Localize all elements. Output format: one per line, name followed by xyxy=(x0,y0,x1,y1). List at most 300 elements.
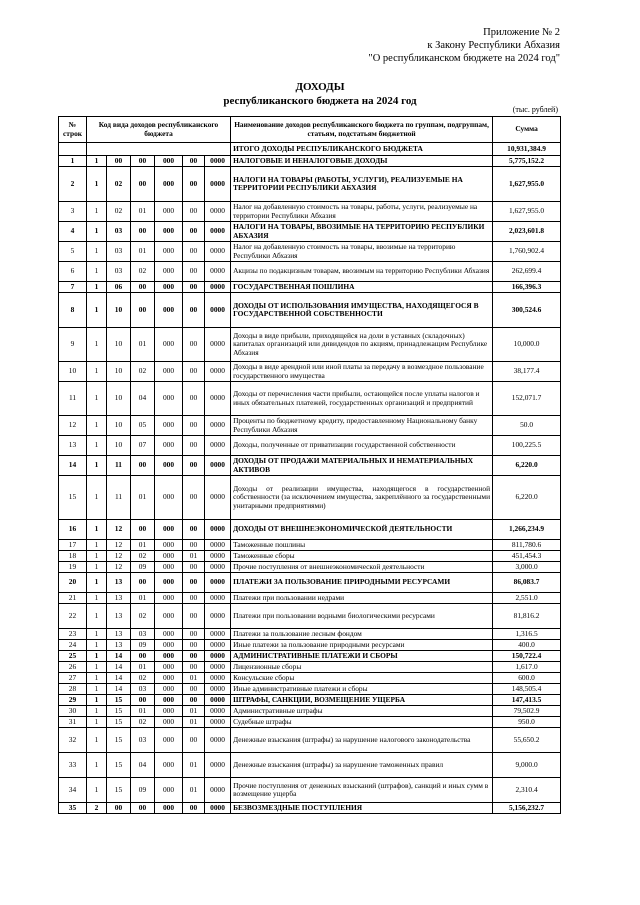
revenue-sum: 2,310.4 xyxy=(493,778,561,803)
table-header-row xyxy=(59,117,561,143)
code-part-2: 13 xyxy=(107,593,131,604)
code-part-4: 000 xyxy=(155,803,183,814)
code-part-6: 0000 xyxy=(205,328,231,362)
code-part-5: 00 xyxy=(183,629,205,640)
code-part-2: 14 xyxy=(107,651,131,662)
code-part-6: 0000 xyxy=(205,640,231,651)
revenue-name: Денежные взыскания (штрафы) за нарушение налогового законодательства xyxy=(231,728,493,753)
code-part-3: 00 xyxy=(131,456,155,476)
code-part-6: 0000 xyxy=(205,695,231,706)
code-part-2: 12 xyxy=(107,551,131,562)
revenue-sum: 9,000.0 xyxy=(493,753,561,778)
row-number: 21 xyxy=(59,593,87,604)
row-number: 7 xyxy=(59,282,87,293)
code-part-5: 00 xyxy=(183,662,205,673)
code-part-4: 000 xyxy=(155,540,183,551)
revenue-sum: 2,023,601.8 xyxy=(493,222,561,242)
code-part-1: 1 xyxy=(87,717,107,728)
code-part-6: 0000 xyxy=(205,551,231,562)
code-part-2: 10 xyxy=(107,328,131,362)
revenue-sum: 38,177.4 xyxy=(493,362,561,382)
revenue-name: Налог на добавленную стоимость на товары, ввозимые на территорию Республики Абхазия xyxy=(231,242,493,262)
code-part-5: 01 xyxy=(183,706,205,717)
code-part-3: 00 xyxy=(131,651,155,662)
row-number: 6 xyxy=(59,262,87,282)
code-part-3: 03 xyxy=(131,728,155,753)
revenue-name: Доходы от перечисления части прибыли, остающейся после уплаты налогов и иных обязательных платежей, государственных организаций и предприятий xyxy=(231,382,493,416)
code-part-4: 000 xyxy=(155,262,183,282)
code-part-4: 000 xyxy=(155,456,183,476)
code-part-3: 01 xyxy=(131,706,155,717)
code-part-3: 00 xyxy=(131,695,155,706)
code-part-4: 000 xyxy=(155,778,183,803)
revenue-sum: 147,413.5 xyxy=(493,695,561,706)
code-part-4: 000 xyxy=(155,604,183,629)
code-part-3: 03 xyxy=(131,629,155,640)
code-part-4: 000 xyxy=(155,282,183,293)
code-part-6: 0000 xyxy=(205,416,231,436)
code-part-4: 000 xyxy=(155,436,183,456)
code-part-4: 000 xyxy=(155,706,183,717)
code-part-3: 01 xyxy=(131,662,155,673)
table-row xyxy=(59,728,561,753)
code-part-2: 03 xyxy=(107,242,131,262)
appendix-line-2: к Закону Республики Абхазия xyxy=(427,40,560,51)
table-row xyxy=(59,382,561,416)
code-part-6: 0000 xyxy=(205,778,231,803)
row-number: 28 xyxy=(59,684,87,695)
code-part-4: 000 xyxy=(155,695,183,706)
row-number: 33 xyxy=(59,753,87,778)
code-part-5: 01 xyxy=(183,753,205,778)
row-number: 27 xyxy=(59,673,87,684)
table-row xyxy=(59,362,561,382)
code-part-4: 000 xyxy=(155,684,183,695)
code-part-2: 10 xyxy=(107,362,131,382)
code-part-1: 1 xyxy=(87,604,107,629)
revenue-name: Платежи при пользовании недрами xyxy=(231,593,493,604)
code-part-6: 0000 xyxy=(205,282,231,293)
code-part-6: 0000 xyxy=(205,753,231,778)
code-part-4: 000 xyxy=(155,293,183,328)
table-row xyxy=(59,593,561,604)
revenue-name: БЕЗВОЗМЕЗДНЫЕ ПОСТУПЛЕНИЯ xyxy=(231,803,493,814)
row-number: 16 xyxy=(59,520,87,540)
revenue-sum: 6,220.0 xyxy=(493,456,561,476)
revenue-sum: 166,396.3 xyxy=(493,282,561,293)
code-part-2: 03 xyxy=(107,262,131,282)
code-part-6: 0000 xyxy=(205,456,231,476)
code-part-6: 0000 xyxy=(205,436,231,456)
code-part-5: 01 xyxy=(183,717,205,728)
code-part-6: 0000 xyxy=(205,593,231,604)
code-part-2: 15 xyxy=(107,753,131,778)
document-title xyxy=(0,80,640,108)
table-row xyxy=(59,573,561,593)
code-part-2: 12 xyxy=(107,540,131,551)
code-part-5: 00 xyxy=(183,803,205,814)
revenue-name: НАЛОГОВЫЕ И НЕНАЛОГОВЫЕ ДОХОДЫ xyxy=(231,156,493,167)
code-part-2: 02 xyxy=(107,202,131,222)
code-part-5: 01 xyxy=(183,673,205,684)
row-number: 20 xyxy=(59,573,87,593)
table-row xyxy=(59,262,561,282)
code-part-3: 02 xyxy=(131,673,155,684)
row-number: 2 xyxy=(59,167,87,202)
code-part-1: 1 xyxy=(87,293,107,328)
table-row xyxy=(59,803,561,814)
code-part-6: 0000 xyxy=(205,520,231,540)
code-part-1: 1 xyxy=(87,282,107,293)
revenue-name: Налог на добавленную стоимость на товары, работы, услуги, реализуемые на территории Республики Абхазия xyxy=(231,202,493,222)
code-part-5: 00 xyxy=(183,604,205,629)
code-part-6: 0000 xyxy=(205,604,231,629)
code-part-5: 00 xyxy=(183,362,205,382)
revenue-name: НАЛОГИ НА ТОВАРЫ (РАБОТЫ, УСЛУГИ), РЕАЛИЗУЕМЫЕ НА ТЕРРИТОРИИ РЕСПУБЛИКИ АБХАЗИЯ xyxy=(231,167,493,202)
code-part-3: 02 xyxy=(131,362,155,382)
code-part-3: 01 xyxy=(131,202,155,222)
table-row xyxy=(59,167,561,202)
code-part-3: 02 xyxy=(131,604,155,629)
code-part-6: 0000 xyxy=(205,202,231,222)
header-sum: Сумма xyxy=(493,117,561,143)
code-part-6: 0000 xyxy=(205,684,231,695)
code-part-1: 1 xyxy=(87,328,107,362)
row-number: 17 xyxy=(59,540,87,551)
code-part-6: 0000 xyxy=(205,156,231,167)
code-part-3: 00 xyxy=(131,282,155,293)
table-row xyxy=(59,562,561,573)
row-number: 24 xyxy=(59,640,87,651)
row-number: 14 xyxy=(59,456,87,476)
code-part-3: 00 xyxy=(131,156,155,167)
revenue-name: Проценты по бюджетному кредиту, предоставленному Национальному банку Республики Абхазия xyxy=(231,416,493,436)
code-part-4: 000 xyxy=(155,202,183,222)
revenue-name: ПЛАТЕЖИ ЗА ПОЛЬЗОВАНИЕ ПРИРОДНЫМИ РЕСУРСАМИ xyxy=(231,573,493,593)
table-row xyxy=(59,662,561,673)
code-part-2: 15 xyxy=(107,695,131,706)
table-row xyxy=(59,778,561,803)
revenue-sum: 3,000.0 xyxy=(493,562,561,573)
code-part-1: 1 xyxy=(87,673,107,684)
total-name: ИТОГО ДОХОДЫ РЕСПУБЛИКАНСКОГО БЮДЖЕТА xyxy=(231,143,493,156)
revenue-sum: 811,780.6 xyxy=(493,540,561,551)
table-row xyxy=(59,156,561,167)
budget-table xyxy=(58,116,561,814)
code-part-5: 00 xyxy=(183,293,205,328)
revenue-sum: 79,502.9 xyxy=(493,706,561,717)
table-row xyxy=(59,242,561,262)
code-part-6: 0000 xyxy=(205,629,231,640)
row-number: 34 xyxy=(59,778,87,803)
code-part-6: 0000 xyxy=(205,728,231,753)
code-part-3: 00 xyxy=(131,520,155,540)
row-number: 9 xyxy=(59,328,87,362)
revenue-sum: 152,071.7 xyxy=(493,382,561,416)
code-part-2: 15 xyxy=(107,778,131,803)
code-part-6: 0000 xyxy=(205,573,231,593)
code-part-6: 0000 xyxy=(205,167,231,202)
code-part-6: 0000 xyxy=(205,362,231,382)
code-part-1: 1 xyxy=(87,382,107,416)
code-part-5: 00 xyxy=(183,382,205,416)
code-part-5: 00 xyxy=(183,436,205,456)
revenue-name: Акцизы по подакцизным товарам, ввозимым на территорию Республики Абхазия xyxy=(231,262,493,282)
title-line-1: ДОХОДЫ xyxy=(295,81,345,93)
code-part-6: 0000 xyxy=(205,662,231,673)
code-part-5: 00 xyxy=(183,695,205,706)
revenue-sum: 451,454.3 xyxy=(493,551,561,562)
table-row xyxy=(59,540,561,551)
row-number: 26 xyxy=(59,662,87,673)
title-line-2: республиканского бюджета на 2024 год xyxy=(223,95,417,107)
code-part-1: 1 xyxy=(87,476,107,520)
row-number: 15 xyxy=(59,476,87,520)
code-part-4: 000 xyxy=(155,242,183,262)
appendix-header xyxy=(368,26,560,65)
revenue-sum: 1,627,955.0 xyxy=(493,202,561,222)
code-part-1: 1 xyxy=(87,202,107,222)
row-number: 19 xyxy=(59,562,87,573)
code-part-6: 0000 xyxy=(205,222,231,242)
code-part-6: 0000 xyxy=(205,562,231,573)
code-part-5: 00 xyxy=(183,573,205,593)
code-part-5: 00 xyxy=(183,242,205,262)
revenue-name: Доходы от реализации имущества, находящегося в государственной собственности (за исключением имущества, закреплённого за государственными унитарными предприятиями) xyxy=(231,476,493,520)
code-part-4: 000 xyxy=(155,222,183,242)
code-part-1: 1 xyxy=(87,640,107,651)
code-part-4: 000 xyxy=(155,651,183,662)
code-part-4: 000 xyxy=(155,717,183,728)
code-part-1: 1 xyxy=(87,695,107,706)
code-part-4: 000 xyxy=(155,728,183,753)
code-part-3: 02 xyxy=(131,717,155,728)
revenue-sum: 262,699.4 xyxy=(493,262,561,282)
row-number: 3 xyxy=(59,202,87,222)
code-part-4: 000 xyxy=(155,593,183,604)
units-label: (тыс. рублей) xyxy=(512,105,558,114)
revenue-name: ДОХОДЫ ОТ ИСПОЛЬЗОВАНИЯ ИМУЩЕСТВА, НАХОДЯЩЕГОСЯ В ГОСУДАРСТВЕННОЙ СОБСТВЕННОСТИ xyxy=(231,293,493,328)
code-part-1: 1 xyxy=(87,222,107,242)
code-part-4: 000 xyxy=(155,156,183,167)
code-part-2: 02 xyxy=(107,167,131,202)
row-number: 23 xyxy=(59,629,87,640)
code-part-1: 1 xyxy=(87,456,107,476)
row-number: 8 xyxy=(59,293,87,328)
code-part-1: 1 xyxy=(87,573,107,593)
revenue-name: ГОСУДАРСТВЕННАЯ ПОШЛИНА xyxy=(231,282,493,293)
code-part-1: 1 xyxy=(87,706,107,717)
table-row xyxy=(59,673,561,684)
code-part-2: 10 xyxy=(107,436,131,456)
code-part-2: 15 xyxy=(107,706,131,717)
code-part-2: 12 xyxy=(107,562,131,573)
revenue-sum: 100,225.5 xyxy=(493,436,561,456)
code-part-1: 1 xyxy=(87,551,107,562)
code-part-2: 11 xyxy=(107,456,131,476)
code-part-6: 0000 xyxy=(205,382,231,416)
table-row xyxy=(59,328,561,362)
revenue-sum: 150,722.4 xyxy=(493,651,561,662)
code-part-6: 0000 xyxy=(205,262,231,282)
total-row xyxy=(59,143,561,156)
revenue-name: Денежные взыскания (штрафы) за нарушение таможенных правил xyxy=(231,753,493,778)
table-row xyxy=(59,629,561,640)
code-part-5: 00 xyxy=(183,456,205,476)
code-part-1: 1 xyxy=(87,362,107,382)
table-row xyxy=(59,222,561,242)
code-part-3: 04 xyxy=(131,753,155,778)
revenue-sum: 6,220.0 xyxy=(493,476,561,520)
code-part-3: 09 xyxy=(131,778,155,803)
row-number: 12 xyxy=(59,416,87,436)
code-part-2: 10 xyxy=(107,382,131,416)
code-part-5: 00 xyxy=(183,167,205,202)
revenue-sum: 55,650.2 xyxy=(493,728,561,753)
table-row xyxy=(59,202,561,222)
table-row xyxy=(59,293,561,328)
revenue-name: Доходы, полученные от приватизации государственной собственности xyxy=(231,436,493,456)
code-part-5: 00 xyxy=(183,222,205,242)
revenue-name: Административные штрафы xyxy=(231,706,493,717)
code-part-3: 00 xyxy=(131,573,155,593)
header-num: № строк xyxy=(59,117,87,143)
row-number: 22 xyxy=(59,604,87,629)
code-part-3: 01 xyxy=(131,242,155,262)
code-part-1: 1 xyxy=(87,593,107,604)
table-row xyxy=(59,436,561,456)
revenue-name: Доходы в виде прибыли, приходящейся на доли в уставных (складочных) капиталах организаций или дивидендов по акциям, принадлежащим Республике Абхазия xyxy=(231,328,493,362)
table-row xyxy=(59,282,561,293)
code-part-5: 01 xyxy=(183,778,205,803)
revenue-sum: 50.0 xyxy=(493,416,561,436)
table-row xyxy=(59,416,561,436)
table-row xyxy=(59,651,561,662)
revenue-sum: 86,083.7 xyxy=(493,573,561,593)
table-row xyxy=(59,551,561,562)
row-number: 31 xyxy=(59,717,87,728)
code-part-4: 000 xyxy=(155,382,183,416)
code-part-4: 000 xyxy=(155,476,183,520)
appendix-line-3: "О республиканском бюджете на 2024 год" xyxy=(368,53,560,64)
table-row xyxy=(59,684,561,695)
revenue-name: Иные административные платежи и сборы xyxy=(231,684,493,695)
code-part-2: 14 xyxy=(107,662,131,673)
code-part-4: 000 xyxy=(155,328,183,362)
code-part-2: 13 xyxy=(107,640,131,651)
code-part-5: 00 xyxy=(183,202,205,222)
code-part-4: 000 xyxy=(155,520,183,540)
revenue-sum: 1,266,234.9 xyxy=(493,520,561,540)
code-part-2: 00 xyxy=(107,156,131,167)
revenue-sum: 5,156,232.7 xyxy=(493,803,561,814)
revenue-name: Консульские сборы xyxy=(231,673,493,684)
code-part-3: 01 xyxy=(131,593,155,604)
code-part-5: 00 xyxy=(183,262,205,282)
code-part-4: 000 xyxy=(155,416,183,436)
row-number: 25 xyxy=(59,651,87,662)
code-part-6: 0000 xyxy=(205,673,231,684)
code-part-1: 1 xyxy=(87,651,107,662)
code-part-1: 1 xyxy=(87,436,107,456)
row-number: 18 xyxy=(59,551,87,562)
code-part-2: 14 xyxy=(107,684,131,695)
code-part-4: 000 xyxy=(155,629,183,640)
code-part-5: 01 xyxy=(183,551,205,562)
appendix-line-1: Приложение № 2 xyxy=(483,27,560,38)
code-part-5: 00 xyxy=(183,593,205,604)
revenue-name: ДОХОДЫ ОТ ВНЕШНЕЭКОНОМИЧЕСКОЙ ДЕЯТЕЛЬНОСТИ xyxy=(231,520,493,540)
code-part-1: 1 xyxy=(87,684,107,695)
header-code: Код вида доходов республиканского бюджета xyxy=(87,117,231,143)
code-part-1: 1 xyxy=(87,662,107,673)
code-part-1: 1 xyxy=(87,167,107,202)
revenue-sum: 1,316.5 xyxy=(493,629,561,640)
code-part-1: 1 xyxy=(87,416,107,436)
code-part-5: 00 xyxy=(183,328,205,362)
row-number: 1 xyxy=(59,156,87,167)
code-part-3: 05 xyxy=(131,416,155,436)
code-part-5: 00 xyxy=(183,728,205,753)
table-row xyxy=(59,456,561,476)
code-part-2: 13 xyxy=(107,629,131,640)
code-part-3: 00 xyxy=(131,222,155,242)
code-part-2: 15 xyxy=(107,717,131,728)
code-part-1: 1 xyxy=(87,753,107,778)
code-part-3: 01 xyxy=(131,476,155,520)
revenue-sum: 600.0 xyxy=(493,673,561,684)
code-part-1: 1 xyxy=(87,242,107,262)
code-part-6: 0000 xyxy=(205,803,231,814)
revenue-name: Лицензионные сборы xyxy=(231,662,493,673)
code-part-1: 1 xyxy=(87,562,107,573)
code-part-3: 09 xyxy=(131,562,155,573)
revenue-name: Платежи за пользование лесным фондом xyxy=(231,629,493,640)
revenue-name: НАЛОГИ НА ТОВАРЫ, ВВОЗИМЫЕ НА ТЕРРИТОРИЮ РЕСПУБЛИКИ АБХАЗИЯ xyxy=(231,222,493,242)
revenue-sum: 1,617.0 xyxy=(493,662,561,673)
revenue-sum: 81,816.2 xyxy=(493,604,561,629)
code-part-2: 06 xyxy=(107,282,131,293)
code-part-2: 00 xyxy=(107,803,131,814)
header-name: Наименование доходов республиканского бюджета по группам, подгруппам, статьям, подстатьям бюджетной xyxy=(231,117,493,143)
table-row xyxy=(59,695,561,706)
code-part-5: 00 xyxy=(183,476,205,520)
total-sum: 10,931,384.9 xyxy=(493,143,561,156)
revenue-sum: 2,551.0 xyxy=(493,593,561,604)
table-row xyxy=(59,476,561,520)
code-part-1: 1 xyxy=(87,778,107,803)
code-part-6: 0000 xyxy=(205,293,231,328)
code-part-1: 2 xyxy=(87,803,107,814)
revenue-sum: 148,505.4 xyxy=(493,684,561,695)
row-number: 13 xyxy=(59,436,87,456)
code-part-5: 00 xyxy=(183,562,205,573)
code-part-2: 03 xyxy=(107,222,131,242)
code-part-1: 1 xyxy=(87,520,107,540)
revenue-name: Таможенные сборы xyxy=(231,551,493,562)
code-part-3: 04 xyxy=(131,382,155,416)
code-part-4: 000 xyxy=(155,753,183,778)
row-number: 35 xyxy=(59,803,87,814)
revenue-sum: 10,000.0 xyxy=(493,328,561,362)
code-part-2: 15 xyxy=(107,728,131,753)
revenue-name: Таможенные пошлины xyxy=(231,540,493,551)
table-row xyxy=(59,520,561,540)
code-part-4: 000 xyxy=(155,573,183,593)
code-part-6: 0000 xyxy=(205,651,231,662)
code-part-3: 00 xyxy=(131,803,155,814)
code-part-4: 000 xyxy=(155,562,183,573)
